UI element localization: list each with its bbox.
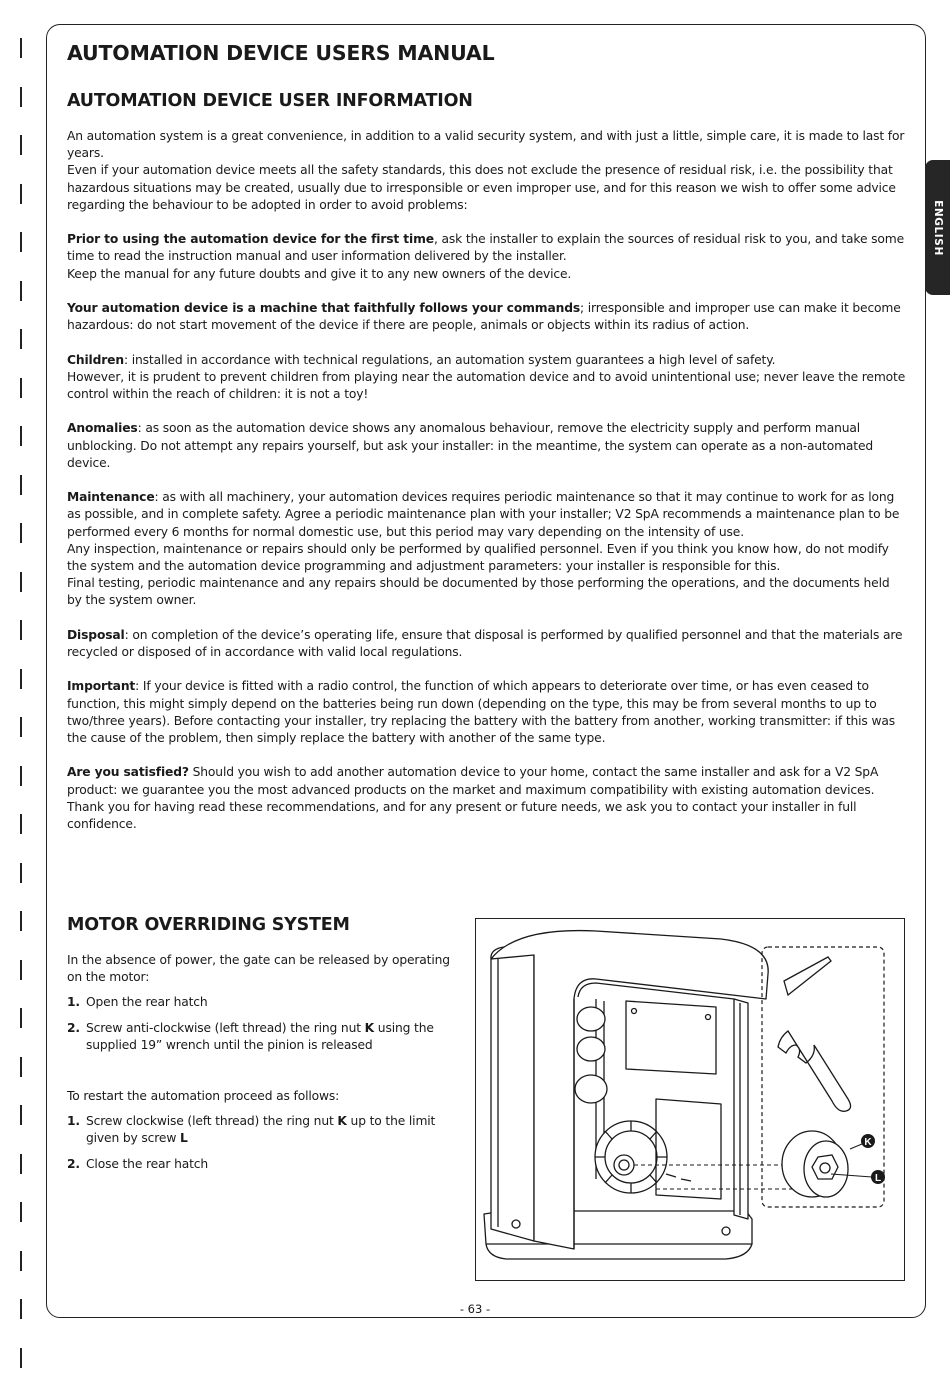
page-number: - 63 - <box>459 1302 491 1316</box>
maintenance-text: : as with all machinery, your automation devices requires periodic maintenance so that it may continue to work for as long as possible, and in complete safety. Agree a periodic maintenance plan with your installer; V2 SpA recommends a maintenance plan to be performed every 6 months for normal domestic use, but this period may vary depending on the intensity of use. <box>67 490 900 539</box>
allen-key-icon <box>784 957 831 995</box>
restart-steps-list <box>67 1113 452 1173</box>
user-information-body <box>67 128 907 850</box>
language-tab <box>925 160 950 295</box>
maintenance-paragraph <box>67 489 907 609</box>
satisfied-bold: Are you satisfied? <box>67 765 189 780</box>
important-text: : If your device is fitted with a radio control, the function of which appears to deteriorate over time, or has even ceased to function, this might simply depend on the batteries being run down (depending on the type, this may be from several months to up to two/three years). Before contacting your installer, try replacing the battery with the battery from another, working transmitter: if this was the cause of the problem, then simply replace the battery with another of the same type. <box>67 679 895 745</box>
step-text-bold-2: L <box>180 1131 188 1146</box>
prior-use-paragraph <box>67 231 907 283</box>
binding-margin-marks <box>20 38 24 1396</box>
step-text-post: up to the limit given by screw <box>86 1114 436 1146</box>
satisfied-text-2: Thank you for having read these recommendations, and for any present or future needs, we ask you to contact your installer in full confidence. <box>67 799 857 831</box>
intro-paragraph <box>67 128 907 214</box>
page-title: AUTOMATION DEVICE USERS MANUAL <box>67 41 495 65</box>
callout-k-label: K <box>864 1137 872 1148</box>
prior-use-text: , ask the installer to explain the sources of residual risk to you, and take some time to read the instruction manual and user information delivered by the installer. <box>67 232 905 264</box>
anomalies-bold: Anomalies <box>67 421 138 436</box>
section-heading-user-information: AUTOMATION DEVICE USER INFORMATION <box>67 91 473 111</box>
maintenance-text-2: Any inspection, maintenance or repairs should only be performed by qualified personnel. Even if you think you know how, do not modify the system and the automation device programming and adjustment parameters: your installer is responsible for this. <box>67 541 889 573</box>
restart-step-2 <box>67 1156 452 1173</box>
important-bold: Important <box>67 679 136 694</box>
step-number: 2. <box>67 1020 80 1035</box>
prior-use-bold: Prior to using the automation device for the first time <box>67 232 434 247</box>
anomalies-paragraph <box>67 420 907 472</box>
section-heading-motor-overriding: MOTOR OVERRIDING SYSTEM <box>67 915 350 935</box>
motor-illustration <box>475 918 905 1281</box>
machine-text: ; irresponsible and improper use can make it become hazardous: do not start movement of the device if there are people, animals or objects within its radius of action. <box>67 301 901 333</box>
intro-text-2: Even if your automation device meets all the safety standards, this does not exclude the presence of residual risk, i.e. the possibility that hazardous situations may be created, usually due to irresponsible or even improper use, and for this reason we wish to offer some advice regarding the behaviour to be adopted in order to avoid problems: <box>67 163 896 212</box>
anomalies-text: : as soon as the automation device shows any anomalous behaviour, remove the electricity supply and perform manual unblocking. Do not attempt any repairs yourself, but ask your installer: in the meantime, the system can operate as a non-automated device. <box>67 421 874 470</box>
children-bold: Children <box>67 352 124 367</box>
step-text: Close the rear hatch <box>86 1156 209 1171</box>
children-text: : installed in accordance with technical regulations, an automation system guarantees a high level of safety. <box>123 352 776 367</box>
step-text-bold: K <box>364 1020 375 1035</box>
satisfied-text: Should you wish to add another automation device to your home, contact the same installer and ask for a V2 SpA product: we guarantee you the most advanced products on the market and maximum compatibility with existing automation devices. <box>67 765 879 797</box>
release-intro: In the absence of power, the gate can be released by operating on the motor: <box>67 953 450 985</box>
release-step-1 <box>67 994 452 1011</box>
step-number: 2. <box>67 1156 80 1171</box>
control-board <box>626 1001 716 1074</box>
ring-nut <box>782 1131 848 1197</box>
motor-drawing <box>476 919 903 1279</box>
step-text: Open the rear hatch <box>86 995 208 1010</box>
disposal-text: : on completion of the device’s operating life, ensure that disposal is performed by qualified personnel and that the materials are recycled or disposed of in accordance with valid local regulations. <box>67 627 903 659</box>
prior-use-text-2: Keep the manual for any future doubts and give it to any new owners of the device. <box>67 266 572 281</box>
release-step-2 <box>67 1020 452 1054</box>
callout-l-label: L <box>874 1173 882 1184</box>
step-text-pre: Screw anti-clockwise (left thread) the ring nut <box>86 1020 365 1035</box>
maintenance-bold: Maintenance <box>67 490 155 505</box>
restart-step-1 <box>67 1113 452 1147</box>
machine-bold: Your automation device is a machine that faithfully follows your commands <box>67 301 581 315</box>
step-number: 1. <box>67 995 80 1010</box>
step-text-pre: Screw clockwise (left thread) the ring nut <box>86 1114 338 1129</box>
housing-frame <box>734 999 748 1219</box>
restart-intro: To restart the automation proceed as follows: <box>67 1089 340 1104</box>
disposal-bold: Disposal <box>67 627 125 642</box>
maintenance-text-3: Final testing, periodic maintenance and any repairs should be documented by those performing the operations, and the documents held by the system owner. <box>67 576 890 608</box>
children-paragraph <box>67 352 907 404</box>
disposal-paragraph <box>67 627 907 661</box>
satisfied-paragraph <box>67 764 907 833</box>
wrench-icon <box>778 1031 851 1111</box>
important-paragraph <box>67 678 907 747</box>
step-text-post: using the supplied 19” wrench until the pinion is released <box>86 1020 434 1052</box>
language-tab-label: ENGLISH <box>931 199 944 256</box>
intro-text: An automation system is a great convenience, in addition to a valid security system, and with just a little, simple care, it is made to last for years. <box>67 129 905 161</box>
motor-overriding-body <box>67 952 452 1173</box>
release-steps-list <box>67 994 452 1054</box>
machine-paragraph <box>67 300 907 334</box>
step-number: 1. <box>67 1114 80 1129</box>
step-text-bold: K <box>337 1114 347 1129</box>
children-text-2: However, it is prudent to prevent children from playing near the automation device and to avoid unintentional use; never leave the remote control within the reach of children: it is not a toy! <box>67 369 906 401</box>
